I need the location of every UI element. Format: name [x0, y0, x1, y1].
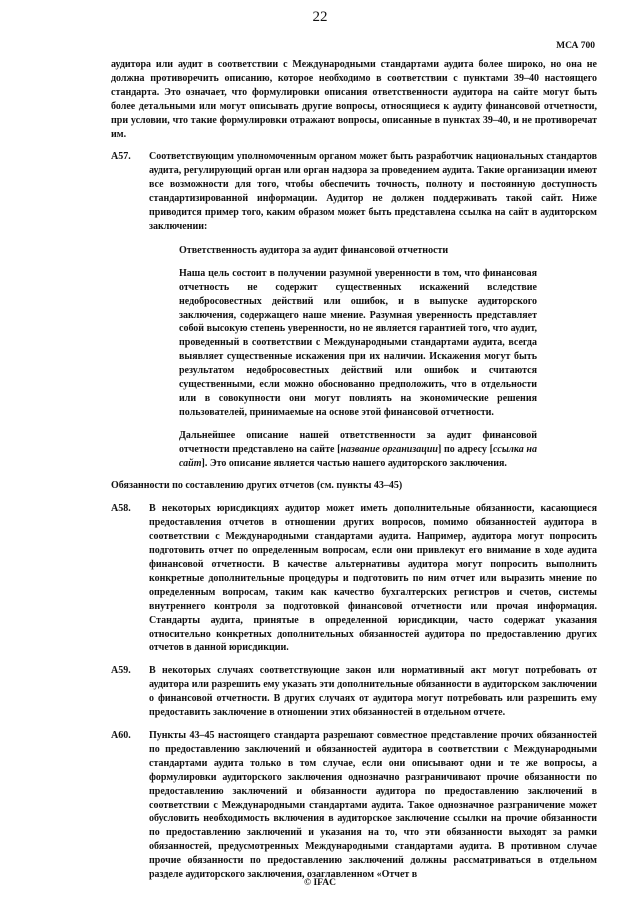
- paragraph-label: A58.: [111, 503, 131, 515]
- paragraph-text: Пункты 43–45 настоящего стандарта разрешают совместное представление прочих обязанностей по предоставлению заключений и обязанностей аудитора в соответствии с Международными стандартами аудита только в том случае, если они описывают одни и те же вопросы, а формулировки аудиторского заключения однозначно разграничивают прочие обязанности по предоставлению заключений и обязанности аудитора по предоставлению заключений в соответствии с Международными стандартами аудита. Такое однозначное разграничение может обусловить необходимость включения в аудиторское заключение ссылки на прочие обязанности по предоставлению заключений и указания на то, что эти обязанности выходят за рамки обязанностей, предусмотренных Международными стандартами аудита. В противном случае прочие обязанности по предоставлению заключений должны рассматриваться в отдельном разделе аудиторского заключения, озаглавленном «Отчет в: [149, 729, 597, 881]
- paragraph-text: Соответствующим уполномоченным органом может быть разработчик национальных стандартов аудита, регулирующий орган или орган надзора за проведением аудита. Такие организации имеют все возможности для того, чтобы обеспечить точность, полноту и постоянную доступность стандартизированной информации. Аудитор не должен поддерживать такой сайт. Ниже приводится пример того, каким образом может быть представлена ссылка на сайт в аудиторском заключении:: [149, 151, 597, 232]
- paragraph-a59: [111, 664, 597, 720]
- paragraph-a58: [111, 502, 597, 655]
- paragraph-text: В некоторых случаях соответствующие закон или нормативный акт могут потребовать от аудитора или разрешить ему указать эти дополнительные обязанности в аудиторском заключении о финансовой отчетности. В других случаях от аудитора могут потребовать или разрешить ему предоставить заключение в отношении этих обязанностей в отдельном отчете.: [149, 665, 597, 719]
- section-heading: Обязанности по составлению других отчетов (см. пункты 43–45): [111, 480, 403, 492]
- page-number: 22: [312, 9, 328, 25]
- example-title: Ответственность аудитора за аудит финансовой отчетности: [179, 244, 449, 256]
- intro-paragraph: аудитора или аудит в соответствии с Международными стандартами аудита более широко, но она не должна противоречить описанию, которое необходимо в соответствии с пунктами 39–40 настоящего стандарта. Это означает, что формулировки описания ответственности аудитора на сайте могут быть более детальными или могут описывать другие вопросы, относящиеся к аудиту финансовой отчетности, при условии, что такие формулировки отражают вопросы, описанные в пунктах 39–40, и не противоречат им.: [111, 59, 597, 140]
- example-paragraph: Наша цель состоит в получении разумной уверенности в том, что финансовая отчетность не содержит существенных искажений вследствие недобросовестных действий или ошибок, и в выпуске аудиторского заключения, содержащего наше мнение. Разумная уверенность представляет собой высокую степень уверенности, но не является гарантией того, что аудит, проведенный в соответствии с Международными стандартами аудита, всегда выявляет существенные искажения при их наличии. Искажения могут быть результатом недобросовестных действий или ошибок и считаются существенными, если можно обоснованно предположить, что в отдельности или в совокупности они могут повлиять на экономические решения пользователей, принимаемые на основе этой финансовой отчетности.: [179, 267, 537, 418]
- paragraph-label: A57.: [111, 151, 131, 163]
- paragraph-text: В некоторых юрисдикциях аудитор может иметь дополнительные обязанности, касающиеся предоставления отчетов в отношении других вопросов, помимо обязанностей аудитора в соответствии с Международными стандартами аудита. Например, аудитора могут попросить подготовить отчет по определенным вопросам, если они привлекут его внимание в ходе аудита финансовой отчетности. В качестве альтернативы аудитора могут попросить выполнить конкретные дополнительные процедуры и подготовить по ним отчет или выразить мнение по определенным вопросам, таким как качество бухгалтерских регистров и счетов, системы внутреннего контроля за подготовкой финансовой отчетности или прочая информация. Стандарты аудита, принятые в определенной юрисдикции, часто содержат указания относительно конкретных дополнительных обязанностей аудитора по предоставлению других отчетов в данной юрисдикции.: [149, 503, 597, 654]
- paragraph-label: A59.: [111, 665, 131, 677]
- page-body: [111, 58, 597, 882]
- example-paragraph-link: Дальнейшее описание нашей ответственности за аудит финансовой отчетности представлено на сайте [название организации] по адресу [ссылка на сайт]. Это описание является частью нашего аудиторского заключения.: [179, 429, 537, 469]
- paragraph-label: A60.: [111, 729, 131, 741]
- footer-copyright: © IFAC: [304, 878, 336, 888]
- example-block: [179, 244, 537, 471]
- paragraph-a57: [111, 150, 597, 233]
- paragraph-a60: [111, 729, 597, 882]
- standard-code: МСА 700: [556, 41, 595, 51]
